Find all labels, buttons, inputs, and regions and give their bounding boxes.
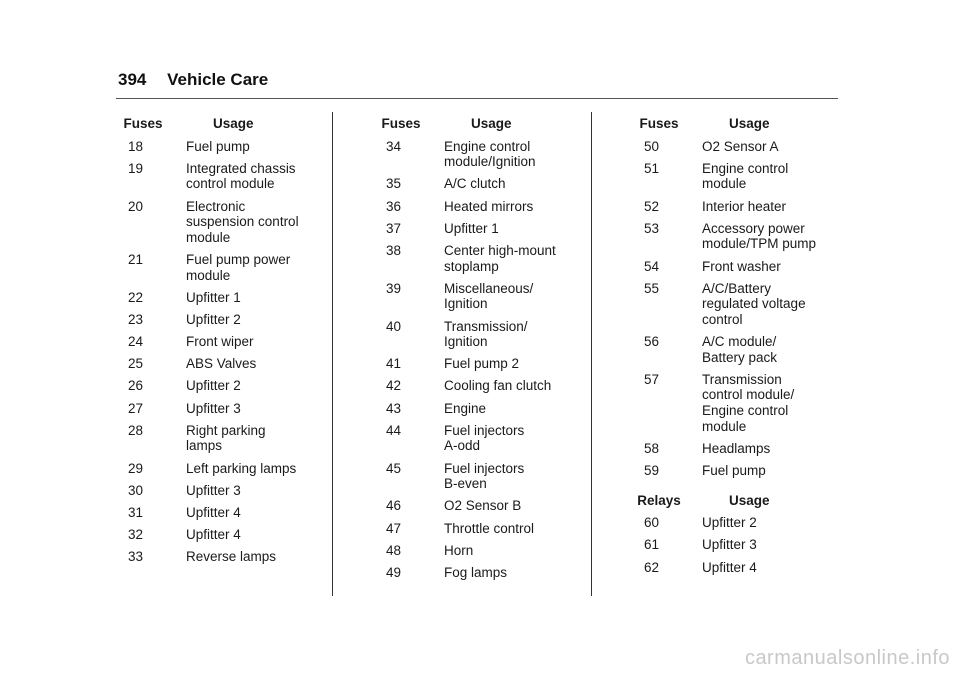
table-row bbox=[632, 463, 842, 479]
table-header bbox=[116, 116, 326, 132]
fuse-number: 51 bbox=[644, 160, 660, 176]
usage-text: Upfitter 4 bbox=[186, 527, 241, 543]
fuse-number: 47 bbox=[386, 520, 402, 536]
usage-text: Transmission control module/ Engine control module bbox=[702, 371, 795, 434]
usage-text: Throttle control bbox=[444, 520, 535, 536]
table-row bbox=[374, 461, 584, 492]
table-row bbox=[116, 401, 326, 417]
fuse-number: 57 bbox=[644, 371, 660, 387]
page-title: Vehicle Care bbox=[167, 70, 269, 89]
fuse-number: 44 bbox=[386, 422, 402, 438]
fuse-number: 35 bbox=[386, 176, 402, 192]
usage-text: Right parking lamps bbox=[186, 422, 266, 454]
table-row bbox=[116, 199, 326, 246]
fuse-number: 48 bbox=[386, 542, 402, 558]
fuse-number: 45 bbox=[386, 460, 402, 476]
relay-table-header bbox=[632, 493, 842, 509]
fuse-number: 41 bbox=[386, 356, 402, 372]
fuse-number: 32 bbox=[128, 527, 144, 543]
usage-text: Fog lamps bbox=[444, 564, 508, 580]
fuse-number: 58 bbox=[644, 440, 660, 456]
table-row bbox=[632, 259, 842, 275]
table-row bbox=[116, 505, 326, 521]
fuse-number: 20 bbox=[128, 198, 144, 214]
usage-text: Fuel pump bbox=[702, 463, 766, 479]
table-row bbox=[116, 290, 326, 306]
usage-text: Fuel pump 2 bbox=[444, 356, 520, 372]
usage-text: Upfitter 2 bbox=[186, 378, 241, 394]
relay-number: 61 bbox=[644, 537, 660, 553]
fuse-number: 56 bbox=[644, 334, 660, 350]
table-row bbox=[374, 199, 584, 215]
table-row bbox=[632, 221, 842, 252]
usage-text: Fuel pump power module bbox=[186, 251, 291, 283]
table-row bbox=[374, 401, 584, 417]
usage-text: Front washer bbox=[702, 258, 781, 274]
usage-text: A/C clutch bbox=[444, 176, 506, 192]
page-header bbox=[118, 70, 268, 90]
fuse-number: 49 bbox=[386, 564, 402, 580]
usage-text: Front wiper bbox=[186, 334, 254, 350]
fuse-number: 42 bbox=[386, 378, 402, 394]
table-row bbox=[116, 549, 326, 565]
fuse-number: 31 bbox=[128, 505, 144, 520]
column-divider bbox=[591, 112, 592, 596]
usage-text: Upfitter 2 bbox=[702, 515, 757, 531]
fuse-number: 18 bbox=[128, 138, 144, 154]
usage-text: Left parking lamps bbox=[186, 460, 297, 476]
table-row bbox=[374, 281, 584, 312]
usage-text: Fuel pump bbox=[186, 138, 250, 154]
fuse-number: 52 bbox=[644, 198, 660, 214]
table-row bbox=[374, 498, 584, 514]
table-row bbox=[632, 281, 842, 328]
usage-text: Fuel injectors A-odd bbox=[444, 422, 525, 454]
table-row bbox=[116, 483, 326, 499]
table-header bbox=[632, 116, 842, 132]
table-row bbox=[116, 139, 326, 155]
relay-row bbox=[632, 560, 842, 576]
usage-text: O2 Sensor B bbox=[444, 498, 522, 514]
fuse-table-column-3 bbox=[632, 116, 842, 582]
fuse-number: 28 bbox=[128, 422, 144, 438]
relay-row bbox=[632, 537, 842, 553]
relay-row bbox=[632, 515, 842, 531]
fuse-number: 25 bbox=[128, 356, 144, 372]
relay-number: 62 bbox=[644, 559, 660, 575]
table-row bbox=[632, 161, 842, 192]
relay-number: 60 bbox=[644, 515, 660, 531]
fuse-number: 55 bbox=[644, 280, 660, 296]
fuse-table-column-1 bbox=[116, 116, 326, 572]
fuse-number: 19 bbox=[128, 160, 144, 176]
table-row bbox=[116, 423, 326, 454]
fuse-number: 50 bbox=[644, 138, 660, 154]
usage-header: Usage bbox=[729, 116, 770, 131]
fuse-number: 36 bbox=[386, 198, 402, 214]
fuse-number: 30 bbox=[128, 482, 144, 498]
table-row bbox=[116, 356, 326, 372]
usage-text: Integrated chassis control module bbox=[186, 160, 296, 192]
table-row bbox=[374, 356, 584, 372]
fuses-header: Fuses bbox=[381, 116, 421, 131]
table-row bbox=[374, 319, 584, 350]
fuse-number: 34 bbox=[386, 138, 402, 154]
usage-text: Accessory power module/TPM pump bbox=[702, 220, 817, 252]
table-row bbox=[374, 565, 584, 581]
fuse-number: 39 bbox=[386, 280, 402, 296]
usage-text: Interior heater bbox=[702, 198, 787, 214]
fuse-number: 22 bbox=[128, 289, 144, 305]
fuse-number: 37 bbox=[386, 220, 402, 236]
table-row bbox=[374, 543, 584, 559]
fuse-number: 27 bbox=[128, 400, 144, 416]
table-row bbox=[116, 334, 326, 350]
page-number: 394 bbox=[118, 70, 147, 89]
table-row bbox=[116, 461, 326, 477]
fuse-number: 53 bbox=[644, 220, 660, 236]
table-row bbox=[374, 176, 584, 192]
relays-header: Relays bbox=[637, 492, 681, 508]
usage-text: Upfitter 4 bbox=[702, 559, 757, 575]
usage-text: Upfitter 3 bbox=[186, 400, 241, 416]
usage-text: Headlamps bbox=[702, 440, 771, 456]
fuse-number: 21 bbox=[128, 251, 144, 267]
usage-text: Upfitter 1 bbox=[186, 289, 241, 305]
table-row bbox=[632, 334, 842, 365]
table-row bbox=[632, 199, 842, 215]
usage-header: Usage bbox=[213, 116, 254, 131]
usage-text: Upfitter 3 bbox=[186, 482, 241, 498]
usage-text: Engine control module/Ignition bbox=[444, 138, 536, 170]
fuse-number: 29 bbox=[128, 460, 144, 476]
usage-text: Engine bbox=[444, 400, 487, 416]
table-row bbox=[632, 372, 842, 434]
usage-text: Horn bbox=[444, 542, 474, 558]
table-row bbox=[116, 378, 326, 394]
usage-header: Usage bbox=[729, 492, 770, 508]
table-row bbox=[374, 243, 584, 274]
usage-text: Transmission/ Ignition bbox=[444, 318, 528, 350]
fuse-number: 24 bbox=[128, 334, 144, 350]
usage-text: Electronic suspension control module bbox=[186, 198, 299, 245]
table-row bbox=[374, 221, 584, 237]
usage-text: Miscellaneous/ Ignition bbox=[444, 280, 534, 312]
table-row bbox=[374, 521, 584, 537]
table-row bbox=[374, 139, 584, 170]
usage-text: O2 Sensor A bbox=[702, 138, 779, 154]
usage-text: Upfitter 4 bbox=[186, 505, 241, 520]
fuse-number: 46 bbox=[386, 498, 402, 514]
usage-text: Engine control module bbox=[702, 160, 789, 192]
usage-text: Heated mirrors bbox=[444, 198, 534, 214]
table-row bbox=[116, 252, 326, 283]
table-row bbox=[632, 441, 842, 457]
usage-text: Upfitter 1 bbox=[444, 220, 499, 236]
table-row bbox=[116, 161, 326, 192]
usage-text: Center high-mount stoplamp bbox=[444, 242, 556, 274]
table-row bbox=[374, 378, 584, 394]
table-row bbox=[116, 312, 326, 328]
table-row bbox=[116, 527, 326, 543]
table-header bbox=[374, 116, 584, 132]
fuse-number: 26 bbox=[128, 378, 144, 394]
fuse-number: 23 bbox=[128, 311, 144, 327]
watermark: carmanualsonline.info bbox=[744, 647, 950, 669]
fuse-number: 59 bbox=[644, 463, 660, 479]
header-divider bbox=[116, 98, 838, 99]
usage-text: Upfitter 3 bbox=[702, 537, 757, 553]
usage-text: A/C module/ Battery pack bbox=[702, 334, 778, 365]
usage-header: Usage bbox=[471, 116, 512, 131]
usage-text: Reverse lamps bbox=[186, 549, 277, 565]
fuse-number: 54 bbox=[644, 258, 660, 274]
fuse-number: 33 bbox=[128, 549, 144, 565]
column-divider bbox=[332, 112, 333, 596]
fuse-number: 40 bbox=[386, 318, 402, 334]
fuses-header: Fuses bbox=[639, 116, 679, 131]
usage-text: Fuel injectors B-even bbox=[444, 460, 525, 492]
fuse-number: 38 bbox=[386, 242, 402, 258]
usage-text: Cooling fan clutch bbox=[444, 378, 552, 394]
usage-text: Upfitter 2 bbox=[186, 311, 241, 327]
fuses-header: Fuses bbox=[123, 116, 163, 131]
usage-text: ABS Valves bbox=[186, 356, 257, 372]
table-row bbox=[632, 139, 842, 155]
fuse-number: 43 bbox=[386, 400, 402, 416]
usage-text: A/C/Battery regulated voltage control bbox=[702, 280, 806, 327]
fuse-table-column-2 bbox=[374, 116, 584, 587]
table-row bbox=[374, 423, 584, 454]
